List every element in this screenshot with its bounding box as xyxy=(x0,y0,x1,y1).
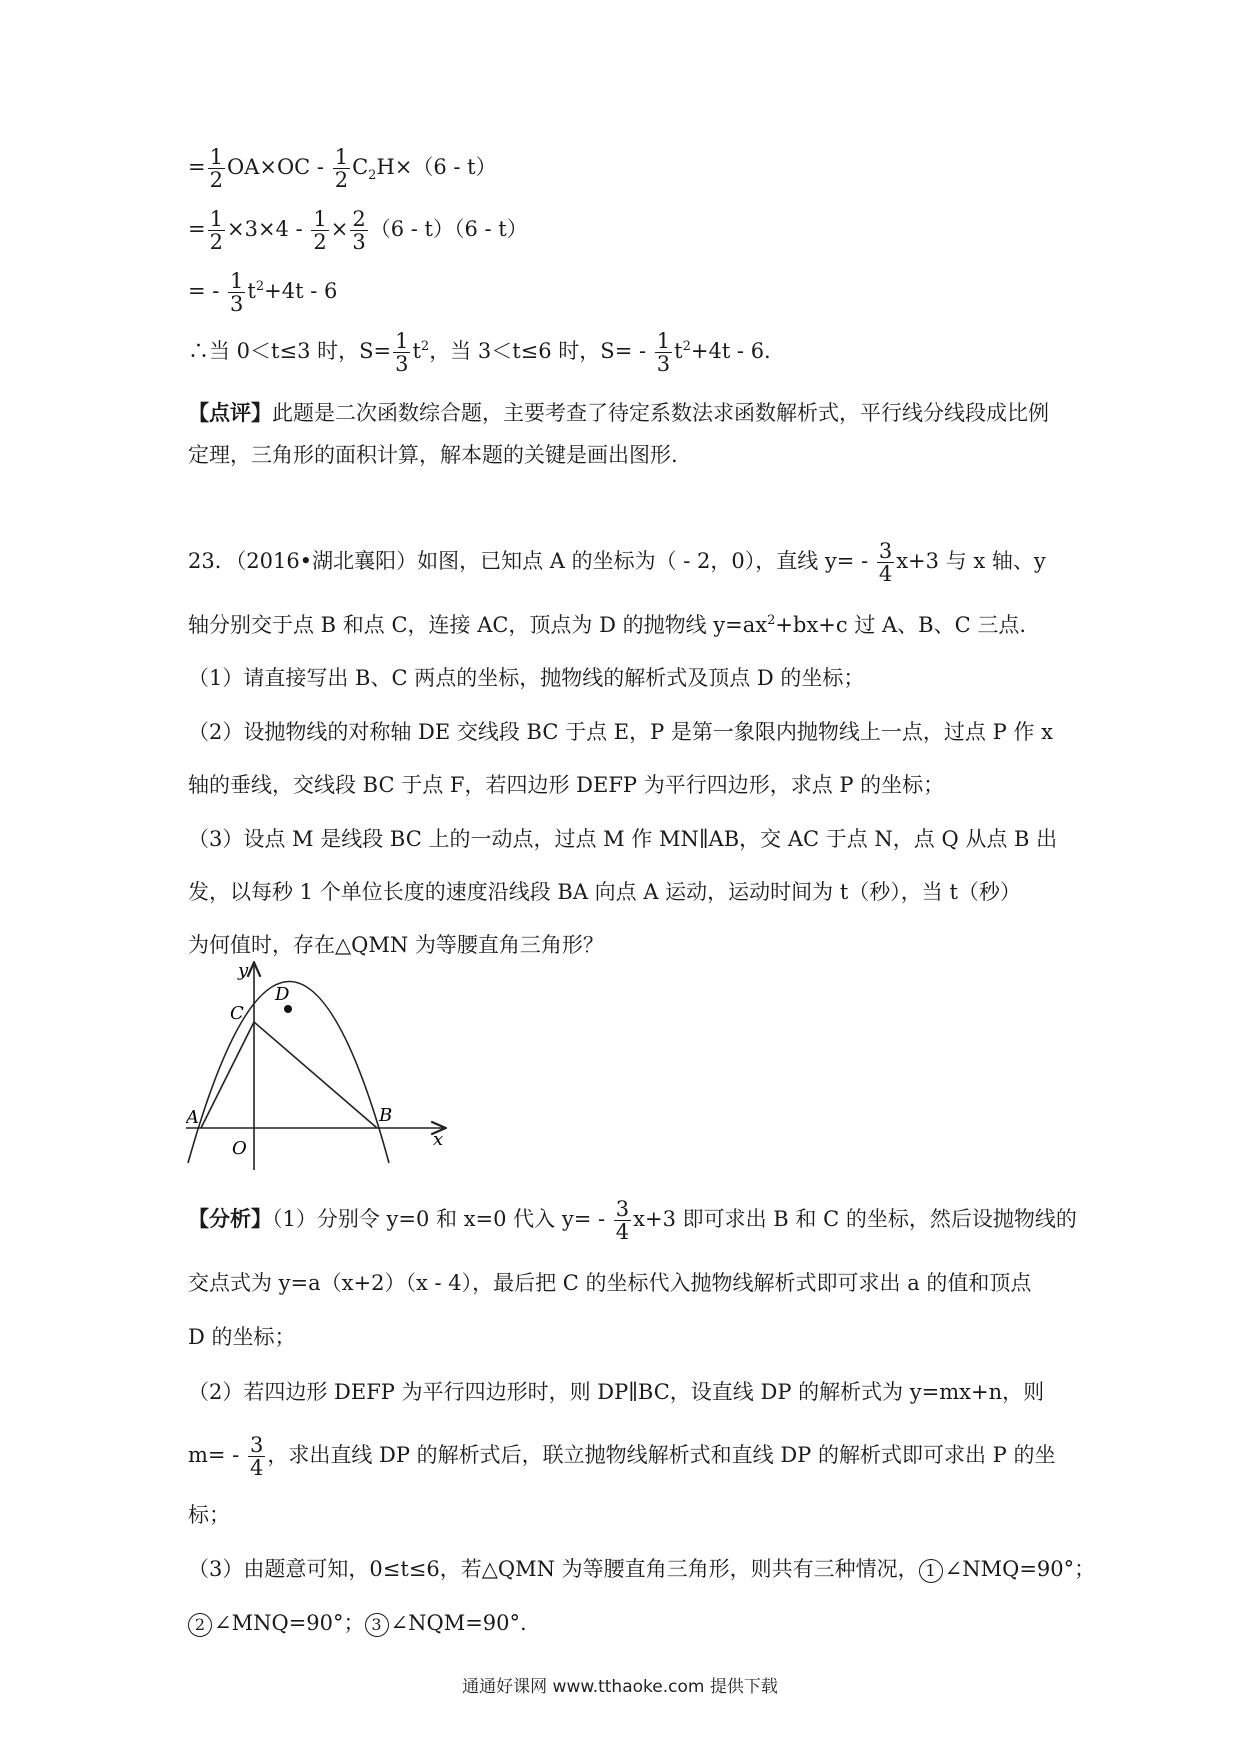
text: = - xyxy=(188,279,227,303)
analysis-line-4 xyxy=(188,1377,1058,1407)
analysis-label: 【分析】 xyxy=(188,1206,272,1231)
question-2-line-1 xyxy=(188,717,1058,747)
fraction: $\frac{1}{2}$ xyxy=(209,145,223,192)
parabola-figure xyxy=(186,954,486,1174)
text: t xyxy=(247,279,256,303)
text: OA×OC - xyxy=(226,155,331,179)
comment-paragraph xyxy=(188,392,1058,476)
text: 轴的垂线，交线段 BC 于点 F，若四边形 DEFP 为平行四边形，求点 P 的坐标； xyxy=(188,773,945,797)
fraction: $\frac{1}{2}$ xyxy=(313,207,327,254)
solution-conclusion xyxy=(188,330,1058,375)
superscript: 2 xyxy=(255,279,265,294)
text: 如图，已知点 A 的坐标为（ - 2，0），直线 y= - xyxy=(417,549,875,573)
text: （1）分别令 y=0 和 x=0 代入 y= - xyxy=(272,1207,612,1231)
text: ∴当 0＜t≤3 时，S= xyxy=(188,339,392,363)
fraction: $\frac{1}{3}$ xyxy=(230,269,244,316)
fraction: $\frac{2}{3}$ xyxy=(352,207,366,254)
analysis-line-3 xyxy=(188,1322,1058,1352)
circled-number: 1 xyxy=(919,1559,943,1583)
problem-number: 23． xyxy=(188,549,236,573)
label-d: D xyxy=(275,984,290,1005)
label-y: y xyxy=(238,960,249,981)
text: ，求出直线 DP 的解析式后，联立抛物线解析式和直线 DP 的解析式即可求出 P 的坐 xyxy=(267,1443,1056,1467)
footer-watermark: 通通好课网 www.tthaoke.com 提供下载 xyxy=(462,1677,778,1697)
fraction: $\frac{3}{4}$ xyxy=(878,539,893,586)
question-2-line-2 xyxy=(188,770,1058,800)
text: +4t - 6. xyxy=(690,339,771,363)
analysis-line-5 xyxy=(188,1434,1058,1479)
text: 标； xyxy=(188,1503,230,1527)
label-b: B xyxy=(379,1105,393,1126)
text: C xyxy=(352,155,369,179)
circled-number: 3 xyxy=(365,1613,389,1637)
text: （3）由题意可知，0≤t≤6，若△QMN 为等腰直角三角形，则共有三种情况， xyxy=(188,1557,919,1581)
comment-text: 此题是二次函数综合题，主要考查了待定系数法求函数解析式，平行线分线段成比例定理，三角形的面积计算，解本题的关键是画出图形. xyxy=(188,401,1049,467)
text: = xyxy=(188,155,206,179)
text: 交点式为 y=a（x+2）（x - 4），最后把 C 的坐标代入抛物线解析式即可求出 a 的值和顶点 xyxy=(188,1271,1032,1295)
text: ∠NQM=90°. xyxy=(390,1611,527,1635)
text: ×3×4 - xyxy=(226,217,310,241)
text: ∠MNQ=90°； xyxy=(214,1611,365,1635)
text: m= - xyxy=(188,1443,246,1467)
subscript: 2 xyxy=(368,168,377,184)
text: t xyxy=(674,339,683,363)
problem-line-2 xyxy=(188,610,1058,640)
analysis-line-2 xyxy=(188,1268,1058,1298)
text: （6 - t）（6 - t） xyxy=(369,217,528,241)
segment-ac xyxy=(201,1022,254,1128)
label-a: A xyxy=(186,1107,199,1128)
text: （2）若四边形 DEFP 为平行四边形时，则 DP∥BC，设直线 DP 的解析式为 y=mx+n，则 xyxy=(188,1380,1045,1404)
circled-number: 2 xyxy=(188,1613,212,1637)
text: t xyxy=(412,339,421,363)
problem-source: （2016•湖北襄阳） xyxy=(235,549,418,573)
fraction: $\frac{3}{4}$ xyxy=(249,1433,264,1480)
text: × xyxy=(330,217,349,241)
text: 发，以每秒 1 个单位长度的速度沿线段 BA 向点 A 运动，运动时间为 t（秒），当 t（秒） xyxy=(188,880,1021,904)
text: 轴分别交于点 B 和点 C，连接 AC，顶点为 D 的抛物线 y=ax xyxy=(188,613,768,637)
fraction: $\frac{1}{2}$ xyxy=(209,207,223,254)
fraction: $\frac{1}{3}$ xyxy=(656,329,671,376)
text: x+3 即可求出 B 和 C 的坐标，然后设抛物线的 xyxy=(633,1207,1077,1231)
analysis-line-7 xyxy=(188,1554,1096,1584)
text: ∠NMQ=90°； xyxy=(944,1557,1096,1581)
fraction: $\frac{1}{3}$ xyxy=(395,329,409,376)
text: 为何值时，存在△QMN 为等腰直角三角形？ xyxy=(188,933,604,957)
text: （1）请直接写出 B、C 两点的坐标，抛物线的解析式及顶点 D 的坐标； xyxy=(188,666,865,690)
text: H×（6 - t） xyxy=(376,155,497,179)
question-3-line-1 xyxy=(188,824,1058,854)
analysis-line-8 xyxy=(188,1608,1058,1638)
text: ，当 3＜t≤6 时，S= - xyxy=(429,339,653,363)
analysis-line-6 xyxy=(188,1500,1058,1530)
superscript: 2 xyxy=(767,613,776,628)
solution-line-1 xyxy=(188,146,1058,191)
text: （3）设点 M 是线段 BC 上的一动点，过点 M 作 MN∥AB，交 AC 于点 N，点 Q 从点 B 出 xyxy=(188,827,1058,851)
question-1 xyxy=(188,663,1058,693)
label-o: O xyxy=(232,1138,247,1159)
analysis-line-1 xyxy=(188,1197,1077,1244)
text: = xyxy=(188,217,206,241)
superscript: 2 xyxy=(420,339,430,354)
problem-line-1 xyxy=(188,540,1058,585)
solution-line-2 xyxy=(188,208,1058,253)
vertex-point-d xyxy=(284,1005,292,1013)
question-3-line-2 xyxy=(188,877,1058,907)
comment-label: 【点评】 xyxy=(188,400,272,425)
text: D 的坐标； xyxy=(188,1325,296,1349)
text: x+3 与 x 轴、y xyxy=(896,549,1046,573)
text: +4t - 6 xyxy=(264,279,338,303)
fraction: $\frac{3}{4}$ xyxy=(615,1197,630,1244)
label-x: x xyxy=(433,1129,444,1150)
segment-bc xyxy=(254,1022,377,1128)
solution-line-3 xyxy=(188,270,1058,315)
text: （2）设抛物线的对称轴 DE 交线段 BC 于点 E，P 是第一象限内抛物线上一点，过点 P 作 x xyxy=(188,720,1053,744)
text: +bx+c 过 A、B、C 三点. xyxy=(775,613,1027,637)
label-c: C xyxy=(230,1003,244,1024)
superscript: 2 xyxy=(682,339,691,354)
fraction: $\frac{1}{2}$ xyxy=(334,145,349,192)
